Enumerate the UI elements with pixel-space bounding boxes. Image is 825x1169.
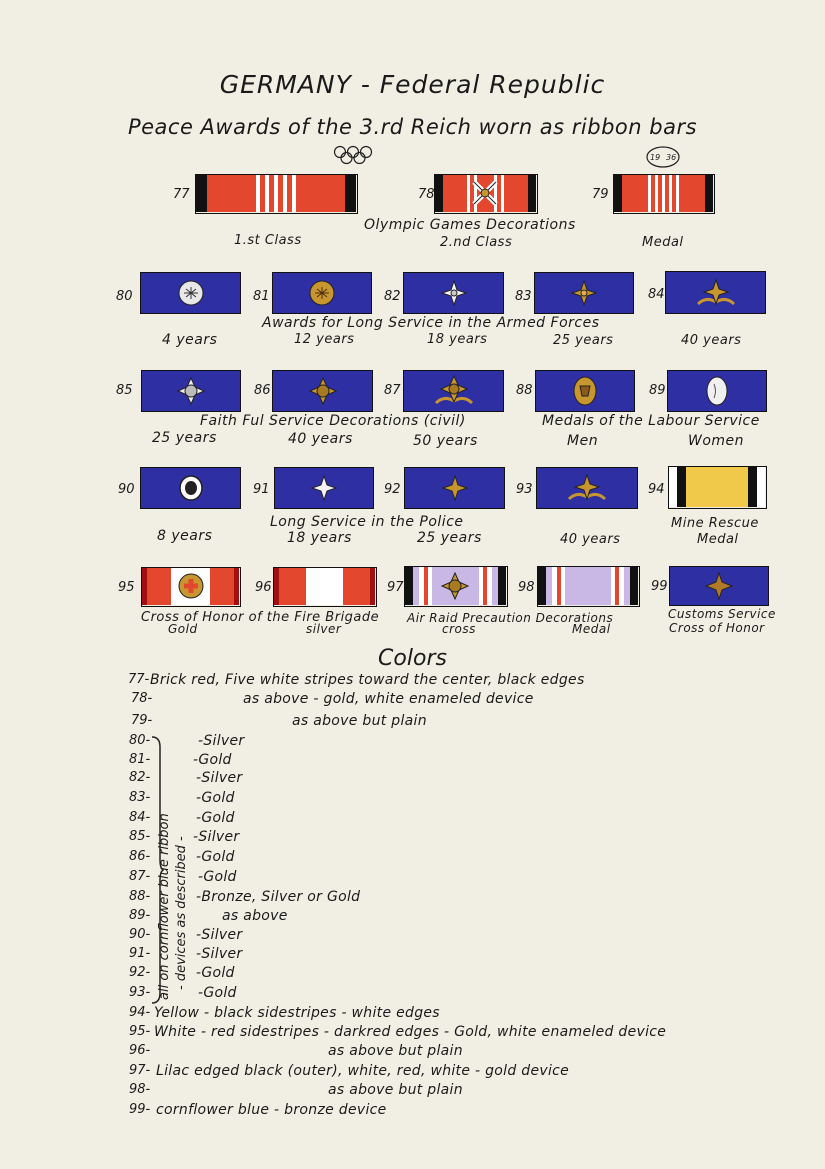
label-88-men: Men — [567, 433, 599, 449]
colors-line-number: 96- — [129, 1043, 151, 1058]
label-97-cross: cross — [442, 622, 476, 636]
silver-faithful-cross-icon — [175, 375, 207, 407]
ribbon-number: 88 — [516, 383, 533, 398]
ribbon-99-customs-cross — [669, 566, 769, 606]
ribbon-88-labour-men — [535, 370, 635, 412]
colors-line-number: 85- — [129, 829, 151, 844]
ribbon-98-air-raid-medal — [537, 566, 640, 607]
gold-cross-icon — [569, 278, 599, 308]
colors-line-text: -Gold — [196, 790, 235, 806]
gold-faithful-cross-oak-icon — [432, 373, 476, 409]
svg-text:36: 36 — [666, 153, 677, 162]
olympic-1936-device-icon — [645, 145, 681, 169]
ribbon-92-police-25 — [404, 467, 505, 509]
colors-line-number: 88- — [129, 889, 151, 904]
ribbon-78-olympic-2nd — [434, 174, 538, 214]
colors-line-text: -Silver — [196, 770, 243, 786]
label-99-customs: Customs Service — [668, 607, 776, 621]
colors-line-number: 81- — [129, 752, 151, 767]
colors-line-text: -Gold — [196, 849, 235, 865]
colors-line-text: Lilac edged black (outer), white, red, white - gold device — [156, 1063, 570, 1079]
years-label-81: 12 years — [294, 332, 355, 347]
ribbon-number: 99 — [651, 579, 668, 594]
colors-line-number: 93- — [129, 985, 151, 1000]
colors-line-number: 83- — [129, 790, 151, 805]
ribbon-number: 95 — [118, 580, 135, 595]
years-label-87: 50 years — [413, 433, 478, 449]
colors-line-text: -Silver — [198, 733, 245, 749]
colors-line-text: -Silver — [193, 829, 240, 845]
label-94-medal: Medal — [697, 532, 739, 547]
olympic-rings-icon — [333, 145, 373, 165]
years-label-86: 40 years — [288, 431, 353, 447]
colors-line-text: -Bronze, Silver or Gold — [196, 889, 361, 905]
bracket-note-ribbon: all on cornflower blue ribbon — [157, 813, 172, 1000]
colors-line-number: 90- — [129, 927, 151, 942]
ribbon-number: 98 — [518, 580, 535, 595]
ribbon-97-air-raid-cross — [404, 566, 508, 607]
label-94-mine-rescue: Mine Rescue — [671, 516, 759, 531]
silver-police-cross-icon — [309, 473, 339, 503]
ribbon-number: 93 — [516, 482, 533, 497]
colors-line-number: 92- — [129, 965, 151, 980]
label-89-women: Women — [688, 433, 745, 449]
colors-line-number: 78- — [131, 691, 153, 706]
ribbon-94-mine-rescue — [668, 466, 767, 509]
colors-line-text: -Gold — [193, 752, 232, 768]
gold-faithful-cross-icon — [307, 375, 339, 407]
colors-line-text: -Gold — [198, 869, 237, 885]
years-label-83: 25 years — [553, 333, 614, 348]
bracket-note-devices: - devices as described - — [174, 836, 189, 990]
ribbon-79-olympic-medal — [613, 174, 715, 214]
group-label-fire-brigade: Cross of Honor of the Fire Brigade — [141, 610, 380, 625]
ribbon-number: 96 — [255, 580, 272, 595]
silver-medal-eagle-icon — [176, 278, 206, 308]
ribbon-number: 80 — [116, 289, 133, 304]
years-label-85: 25 years — [152, 430, 217, 446]
colors-line-number: 97- — [129, 1063, 151, 1078]
group-label-faithful: Faith Ful Service Decorations (civil) — [200, 413, 466, 429]
colors-line-text: cornflower blue - bronze device — [156, 1102, 387, 1118]
colors-line-number: 86- — [129, 849, 151, 864]
years-label-91: 18 years — [287, 530, 352, 546]
gold-police-cross-oak-icon — [565, 471, 609, 505]
colors-line-number: 89- — [129, 908, 151, 923]
ribbon-80-armed-forces-4 — [140, 272, 241, 314]
group-label-labour: Medals of the Labour Service — [542, 413, 760, 429]
page-title: GERMANY - Federal Republic — [219, 70, 606, 99]
svg-text:19: 19 — [650, 153, 661, 162]
gold-cross-oak-leaves-icon — [694, 276, 738, 310]
ribbon-number: 91 — [253, 482, 270, 497]
silver-police-medal-icon — [176, 473, 206, 503]
group-label-air-raid: Air Raid Precaution Decorations — [407, 611, 614, 625]
colors-line-number: 80- — [129, 733, 151, 748]
ribbon-number: 92 — [384, 482, 401, 497]
bronze-spade-medal-icon — [571, 374, 599, 408]
label-98-medal: Medal — [572, 622, 611, 636]
ribbon-number: 85 — [116, 383, 133, 398]
label-96-silver: silver — [306, 622, 342, 636]
group-label-armed-forces: Awards for Long Service in the Armed Forces — [262, 315, 600, 331]
page-subtitle: Peace Awards of the 3.rd Reich worn as ribbon bars — [127, 115, 698, 139]
bronze-customs-cross-icon — [703, 570, 735, 602]
ribbon-90-police-8 — [140, 467, 241, 509]
colors-line-number: 98- — [129, 1082, 151, 1097]
colors-line-number: 94- — [129, 1005, 151, 1020]
ribbon-number: 83 — [515, 289, 532, 304]
colors-line-text: as above but plain — [292, 713, 427, 729]
colors-heading: Colors — [378, 646, 447, 671]
colors-line-text: White - red sidestripes - darkred edges - Gold, white enameled device — [154, 1024, 667, 1040]
colors-line-number: 77- — [128, 672, 150, 687]
label-95-gold: Gold — [168, 622, 198, 636]
ribbon-number: 94 — [648, 482, 665, 497]
colors-line-text: -Gold — [196, 810, 235, 826]
gold-police-cross-icon — [440, 473, 470, 503]
colors-line-text: as above - gold, white enameled device — [243, 691, 534, 707]
ribbon-86-faithful-40 — [272, 370, 373, 412]
ribbon-number: 81 — [253, 289, 270, 304]
ribbon-93-police-40 — [536, 467, 638, 509]
years-label-93: 40 years — [560, 532, 621, 547]
years-label-82: 18 years — [427, 332, 488, 347]
class-label-79: Medal — [642, 235, 684, 250]
ribbon-number: 77 — [173, 187, 190, 202]
ribbon-83-armed-forces-25 — [534, 272, 634, 314]
ribbon-number: 84 — [648, 287, 665, 302]
ribbon-87-faithful-50 — [403, 370, 504, 412]
colors-line-number: 84- — [129, 810, 151, 825]
ribbon-number: 79 — [592, 187, 609, 202]
ribbon-number: 97 — [387, 580, 404, 595]
ribbon-number: 87 — [384, 383, 401, 398]
colors-line-number: 99- — [129, 1102, 151, 1117]
colors-line-number: 91- — [129, 946, 151, 961]
colors-line-text: Brick red, Five white stripes toward the center, black edges — [150, 672, 585, 688]
years-label-80: 4 years — [162, 332, 218, 348]
colors-line-text: -Silver — [196, 946, 243, 962]
group-label-police: Long Service in the Police — [270, 514, 464, 530]
group-label-olympic: Olympic Games Decorations — [364, 217, 576, 233]
colors-line-number: 95- — [129, 1024, 151, 1039]
years-label-90: 8 years — [157, 528, 213, 544]
ribbon-82-armed-forces-18 — [403, 272, 504, 314]
class-label-78: 2.nd Class — [440, 235, 513, 250]
ribbon-89-labour-women — [667, 370, 767, 412]
ribbon-number: 82 — [384, 289, 401, 304]
ribbon-91-police-18 — [274, 467, 374, 509]
ribbon-95-fire-brigade-gold — [141, 567, 241, 607]
colors-line-number: 79- — [131, 713, 153, 728]
years-label-84: 40 years — [681, 333, 742, 348]
colors-line-text: as above but plain — [328, 1082, 463, 1098]
silver-oval-medal-icon — [703, 374, 731, 408]
ribbon-81-armed-forces-12 — [272, 272, 372, 314]
fire-cross-device-icon — [179, 574, 203, 598]
ribbon-number: 90 — [118, 482, 135, 497]
colors-line-text: -Silver — [196, 927, 243, 943]
ribbon-number: 89 — [649, 383, 666, 398]
colors-line-number: 87- — [129, 869, 151, 884]
ribbon-number: 86 — [254, 383, 271, 398]
gold-medal-eagle-icon — [307, 278, 337, 308]
label-99-cross-of-honor: Cross of Honor — [669, 621, 765, 635]
ribbon-96-fire-brigade-silver — [273, 567, 377, 607]
ribbon-84-armed-forces-40 — [665, 271, 766, 314]
colors-line-text: Yellow - black sidestripes - white edges — [154, 1005, 440, 1021]
colors-line-number: 82- — [129, 770, 151, 785]
class-label-77: 1.st Class — [234, 233, 302, 248]
ribbon-77-olympic-1st — [195, 174, 358, 214]
silver-cross-icon — [439, 278, 469, 308]
colors-line-text: as above — [222, 908, 288, 924]
ribbon-number: 78 — [418, 187, 435, 202]
colors-line-text: -Gold — [198, 985, 237, 1001]
ribbon-85-faithful-25 — [141, 370, 241, 412]
colors-line-text: -Gold — [196, 965, 235, 981]
years-label-92: 25 years — [417, 530, 482, 546]
colors-line-text: as above but plain — [328, 1043, 463, 1059]
